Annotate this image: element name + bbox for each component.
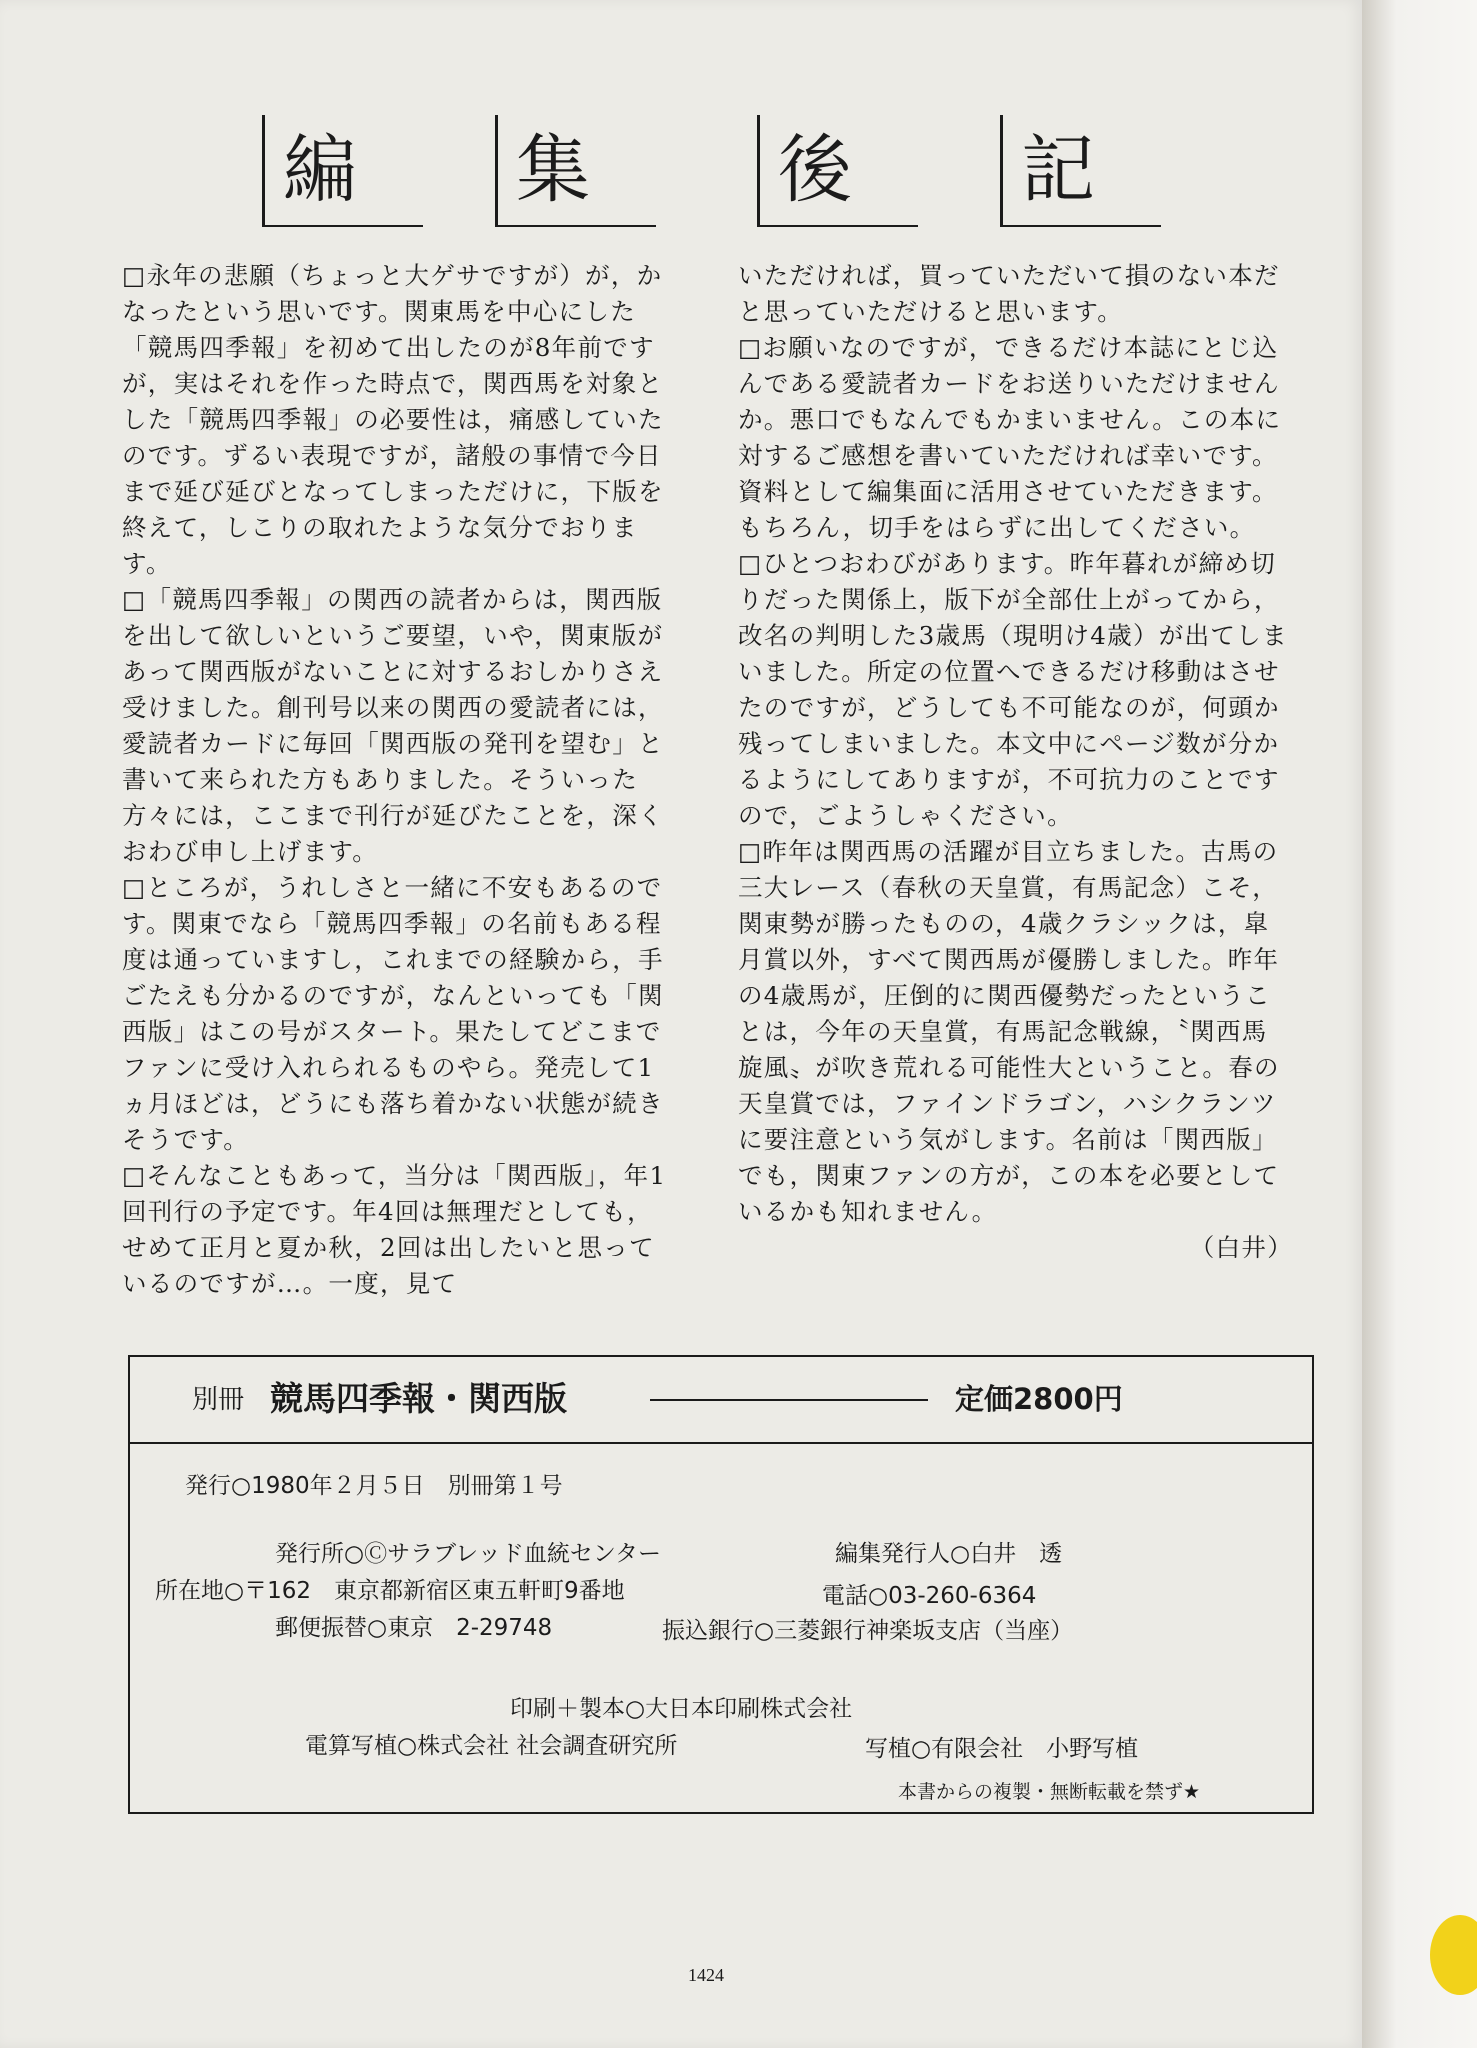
signature: （白井）	[1189, 1233, 1293, 1262]
photo-typesetting: 写植○有限会社 小野写植	[865, 1736, 1139, 1762]
colophon-header	[130, 1357, 1312, 1444]
right-column	[738, 258, 1293, 1266]
paragraph: □そんなこともあって，当分は「関西版」，年1回刊行の予定です。年4回は無理だとしても，せめて正月と夏か秋，2回は出したいと思っているのですが…。一度，見て	[122, 1161, 667, 1298]
left-column	[122, 258, 677, 1302]
page-edge	[1362, 0, 1477, 2048]
bank-transfer: 振込銀行○三菱銀行神楽坂支店（当座）	[662, 1618, 1074, 1644]
paragraph: いただければ，買っていただいて損のない本だと思っていただけると思います。	[738, 261, 1280, 326]
typesetting: 電算写植○株式会社 社会調査研究所	[305, 1733, 678, 1759]
issue-date: 発行○1980年２月５日 別冊第１号	[185, 1473, 563, 1499]
paragraph: □ひとつおわびがあります。昨年暮れが締め切りだった関係上，版下が全部仕上がってから，改名の判明した3歳馬（現明け4歳）が出てしまいました。所定の位置へできるだけ移動はさせたのですが，どうしても不可能なのが，何頭か残ってしまいました。本文中にページ数が分かるようにしてありますが，不可抗力のことですので，ごようしゃください。	[738, 549, 1288, 830]
title-char-2: 集	[495, 115, 656, 227]
title-char-3: 後	[757, 115, 918, 227]
address: 所在地○〒162 東京都新宿区東五軒町9番地	[155, 1578, 625, 1604]
colophon-box	[128, 1355, 1314, 1814]
paragraph: □永年の悲願（ちょっと大ゲサですが）が，かなったという思いです。関東馬を中心にした「競馬四季報」を初めて出したのが8年前ですが，実はそれを作った時点で，関西馬を対象とした「競馬四季報」の必要性は，痛感していたのです。ずるい表現ですが，諸般の事情で今日まで延び延びとなってしまっただけに，下版を終えて，しこりの取れたような気分でおります。	[122, 261, 664, 578]
title-rule	[650, 1399, 928, 1401]
paragraph: □ところが，うれしさと一緒に不安もあるのです。関東でなら「競馬四季報」の名前もある程度は通っていますし，これまでの経験から，手ごたえも分かるのですが，なんといっても「関西版」はこの号がスタート。果たしてどこまでファンに受け入れられるものやら。発売して1ヵ月ほどは，どうにも落ち着かない状態が続きそうです。	[122, 873, 664, 1154]
phone: 電話○03-260-6364	[822, 1583, 1037, 1609]
price: 定価2800円	[955, 1382, 1123, 1416]
publisher: 発行所○Ⓒサラブレッド血統センター	[275, 1541, 661, 1567]
printing: 印刷＋製本○大日本印刷株式会社	[510, 1696, 853, 1722]
page-number: 1424	[688, 1965, 724, 1985]
editor: 編集発行人○白井 透	[835, 1541, 1063, 1567]
copyright-notice: 本書からの複製・無断転載を禁ず★	[898, 1781, 1201, 1803]
postal-transfer: 郵便振替○東京 2-29748	[275, 1615, 553, 1641]
paragraph: □お願いなのですが，できるだけ本誌にとじ込んである愛読者カードをお送りいただけませんか。悪口でもなんでもかまいません。この本に対するご感想を書いていただければ幸いです。資料として編集面に活用させていただきます。もちろん，切手をはらずに出してください。	[738, 333, 1282, 542]
paragraph: □昨年は関西馬の活躍が目立ちました。古馬の三大レース（春秋の天皇賞，有馬記念）こそ，関東勢が勝ったものの，4歳クラシックは，皐月賞以外，すべて関西馬が優勝しました。昨年の4歳馬が，圧倒的に関西優勢だったということは，今年の天皇賞，有馬記念戦線，〝関西馬旋風〟が吹き荒れる可能性大ということ。春の天皇賞では，ファインドラゴン，ハシクランツに要注意という気がします。名前は「関西版」でも，関東ファンの方が，この本を必要としているかも知れません。	[738, 837, 1280, 1226]
title-char-1: 編	[262, 115, 423, 227]
title-char-4: 記	[1000, 115, 1161, 227]
title-prefix: 別冊	[192, 1385, 245, 1415]
paragraph: □「競馬四季報」の関西の読者からは，関西版を出して欲しいというご要望，いや，関東版があって関西版がないことに対するおしかりさえ受けました。創刊号以来の関西の愛読者には，愛読者カードに毎回「関西版の発刊を望む」と書いて来られた方もありました。そういった方々には，ここまで刊行が延びたことを，深くおわび申し上げます。	[122, 585, 664, 866]
publication-title: 競馬四季報・関西版	[270, 1379, 567, 1418]
